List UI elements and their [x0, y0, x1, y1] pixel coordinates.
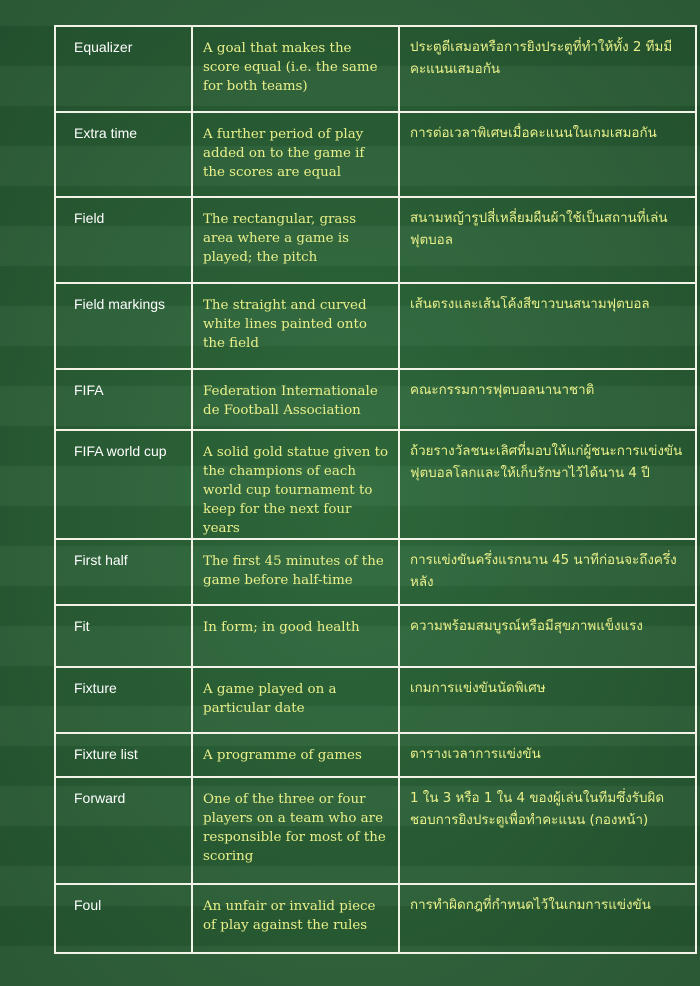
definition-cell: Federation Internationale de Football Association	[192, 369, 399, 430]
definition-cell: The rectangular, grass area where a game is played; the pitch	[192, 197, 399, 283]
definition-cell: One of the three or four players on a team who are responsible for most of the scoring	[192, 777, 399, 884]
term-cell: Fixture	[55, 667, 192, 733]
term-cell: Equalizer	[55, 26, 192, 112]
glossary-row	[55, 369, 696, 430]
glossary-row	[55, 884, 696, 953]
term-cell: Fit	[55, 605, 192, 667]
glossary-row	[55, 197, 696, 283]
glossary-row	[55, 777, 696, 884]
thai-translation-cell: การแข่งขันครึ่งแรกนาน 45 นาทีก่อนจะถึงครึ่งหลัง	[399, 539, 696, 605]
thai-translation-cell: ถ้วยรางวัลชนะเลิศที่มอบให้แก่ผู้ชนะการแข่งขันฟุตบอลโลกและให้เก็บรักษาไว้ได้นาน 4 ปี	[399, 430, 696, 539]
glossary-row	[55, 605, 696, 667]
thai-translation-cell: การต่อเวลาพิเศษเมื่อคะแนนในเกมเสมอกัน	[399, 112, 696, 197]
term-cell: Field	[55, 197, 192, 283]
term-cell: Field markings	[55, 283, 192, 369]
glossary-row	[55, 667, 696, 733]
thai-translation-cell: ประตูตีเสมอหรือการยิงประตูที่ทำให้ทั้ง 2 ทีมมีคะแนนเสมอกัน	[399, 26, 696, 112]
definition-cell: The first 45 minutes of the game before half-time	[192, 539, 399, 605]
definition-cell: A game played on a particular date	[192, 667, 399, 733]
thai-translation-cell: 1 ใน 3 หรือ 1 ใน 4 ของผู้เล่นในทีมซึ่งรับผิดชอบการยิงประตูเพื่อทำคะแนน (กองหน้า)	[399, 777, 696, 884]
glossary-row	[55, 430, 696, 539]
term-cell: Foul	[55, 884, 192, 953]
term-cell: Fixture list	[55, 733, 192, 777]
thai-translation-cell: ตารางเวลาการแข่งขัน	[399, 733, 696, 777]
definition-cell: In form; in good health	[192, 605, 399, 667]
thai-translation-cell: เส้นตรงและเส้นโค้งสีขาวบนสนามฟุตบอล	[399, 283, 696, 369]
thai-translation-cell: คณะกรรมการฟุตบอลนานาชาติ	[399, 369, 696, 430]
glossary-row	[55, 112, 696, 197]
glossary-row	[55, 26, 696, 112]
glossary-row	[55, 283, 696, 369]
definition-cell: A further period of play added on to the game if the scores are equal	[192, 112, 399, 197]
thai-translation-cell: เกมการแข่งขันนัดพิเศษ	[399, 667, 696, 733]
definition-cell: An unfair or invalid piece of play against the rules	[192, 884, 399, 953]
glossary-row	[55, 539, 696, 605]
term-cell: Forward	[55, 777, 192, 884]
definition-cell: A goal that makes the score equal (i.e. the same for both teams)	[192, 26, 399, 112]
definition-cell: A programme of games	[192, 733, 399, 777]
thai-translation-cell: การทำผิดกฎที่กำหนดไว้ในเกมการแข่งขัน	[399, 884, 696, 953]
term-cell: First half	[55, 539, 192, 605]
thai-translation-cell: สนามหญ้ารูปสี่เหลี่ยมผืนผ้าใช้เป็นสถานที่เล่นฟุตบอล	[399, 197, 696, 283]
term-cell: Extra time	[55, 112, 192, 197]
glossary-table	[54, 25, 697, 954]
thai-translation-cell: ความพร้อมสมบูรณ์หรือมีสุขภาพแข็งแรง	[399, 605, 696, 667]
glossary-row	[55, 733, 696, 777]
term-cell: FIFA world cup	[55, 430, 192, 539]
definition-cell: A solid gold statue given to the champions of each world cup tournament to keep for the next four years	[192, 430, 399, 539]
term-cell: FIFA	[55, 369, 192, 430]
definition-cell: The straight and curved white lines painted onto the field	[192, 283, 399, 369]
